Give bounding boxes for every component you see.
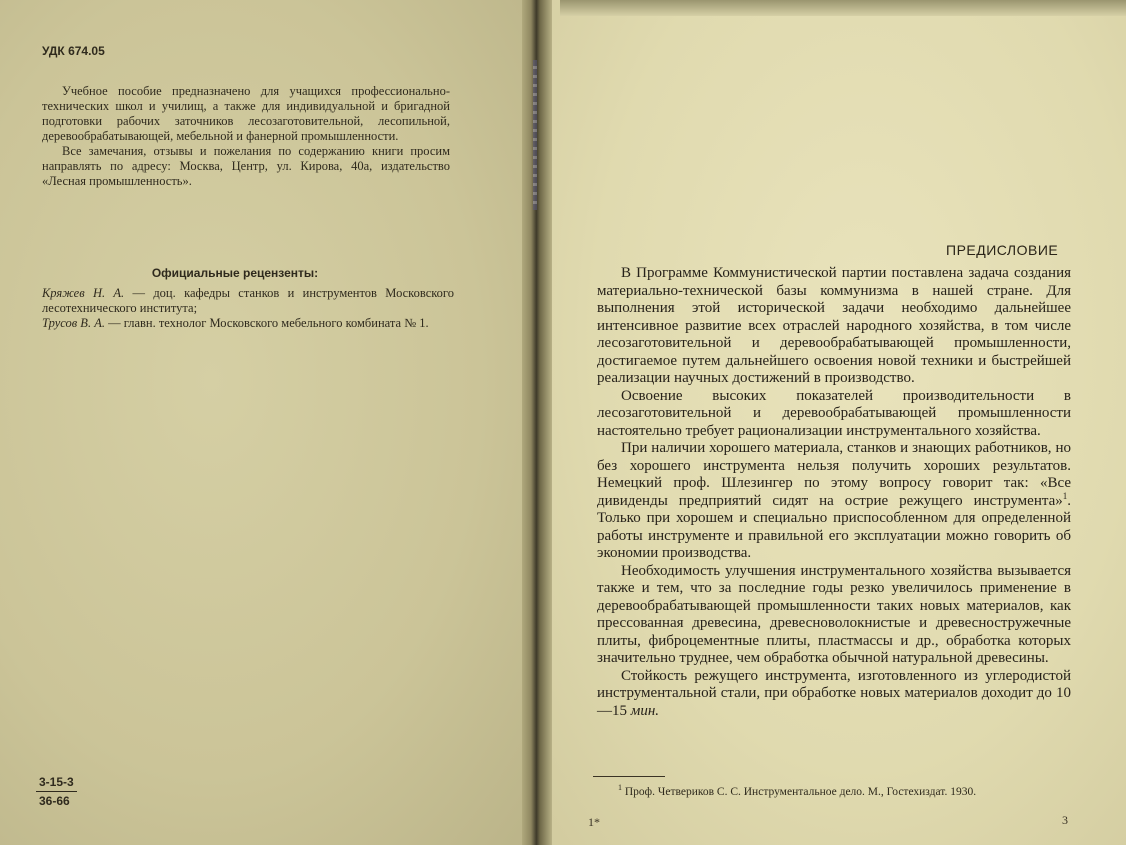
preface-paragraph: Освоение высоких показателей производительности в лесозаготовительной и деревообрабатывающей промышленности настоятельно требует рационализации инструментального хозяйства.	[597, 387, 1071, 439]
preface-text: Стойкость режущего инструмента, изготовленного из углеродистой инструментальной стали, при обработке новых материалов доходит до 10—15	[597, 667, 1071, 719]
preface-body	[597, 265, 1071, 720]
reviewer-role: — главн. технолог Московского мебельного комбината № 1.	[104, 316, 429, 330]
footnote-text: Проф. Четвериков С. С. Инструментальное дело. М., Гостехиздат. 1930.	[624, 786, 977, 798]
page-top-edge	[560, 0, 1126, 16]
reviewer-role: — доц. кафедры станков и инструментов Московского лесотехнического института;	[42, 286, 454, 315]
annotation	[42, 84, 450, 189]
preface-title: ПРЕДИСЛОВИЕ	[946, 242, 1059, 258]
page-number: 3	[1062, 813, 1068, 827]
preface-text: Только при хорошем и специально приспособленном для определенной работы инструменте и правильной его эксплуатации можно говорить об экономии производства.	[597, 510, 1071, 561]
reviewer-name: Трусов В. А.	[42, 316, 105, 330]
preface-paragraph	[597, 668, 1071, 721]
reviewer-name: Кряжев Н. А.	[42, 286, 125, 300]
footnote-reference: 1	[1062, 490, 1068, 501]
reviewers-title: Официальные рецензенты:	[151, 266, 319, 280]
footnote-rule	[593, 776, 665, 777]
preface-text: При наличии хорошего материала, станков и знающих работников, но без хорошего инструмента нельзя получить хороших результатов. Немецкий проф. Шлезингер по этому вопросу говорит так: «Все дивиденды предприятий сидят на острие режущего инструмента»	[597, 440, 1071, 509]
reviewers-list	[42, 286, 454, 331]
footnote-mark: 1	[618, 783, 622, 793]
publication-code-bottom: 36-66	[39, 794, 70, 808]
annotation-paragraph: Учебное пособие предназначено для учащихся профессионально-технических школ и училищ, а также для индивидуальной и бригадной подготовки рабочих заточников лесозаготовительной, лесопильной, деревообрабатывающей, мебельной и фанерной промышленности.	[42, 84, 450, 143]
publication-code	[36, 773, 77, 810]
preface-paragraph: В Программе Коммунистической партии поставлена задача создания материально-технической базы коммунизма в нашей стране. Для выполнения этой исторической задачи необходимо дальнейшее интенсивное развитие всех отраслей народного хозяйства, в том числе лесозаготовительной и деревообрабатывающей промышленности, достигаемое путем дальнейшего освоения новой техники и быстрейшей реализации научных достижений в производство.	[597, 265, 1071, 386]
unit-minutes: мин.	[630, 702, 660, 719]
binding-stitch	[533, 60, 537, 210]
preface-paragraph: При наличии хорошего материала, станков и знающих работников, но без хорошего инструмента нельзя получить хороших результатов. Немецкий проф. Шлезингер по этому вопросу говорит так: «Все дивиденды предприятий сидят на острие режущего инструмента»$^1$. Только при хорошем и специально приспособленном для определенной работы инструменте и правильной его эксплуатации можно говорить об экономии производства.	[597, 440, 1071, 561]
publication-code-top: 3-15-3	[36, 773, 77, 792]
reviewer-entry	[42, 286, 454, 316]
udk-code: УДК 674.05	[42, 44, 105, 58]
signature-mark: 1*	[588, 815, 600, 829]
footnote	[618, 783, 1078, 798]
book-gutter	[522, 0, 552, 845]
preface-paragraph: Необходимость улучшения инструментального хозяйства вызывается также и тем, что за последние годы резко увеличилось применение в деревообрабатывающей промышленности таких новых материалов, как прессованная древесина, древесноволокнистые и древесностружечные плиты, фиброцементные плиты, пластмассы и др., обработка которых значительно труднее, чем обработка обычной натуральной древесины.	[597, 562, 1071, 666]
annotation-paragraph: Все замечания, отзывы и пожелания по содержанию книги просим направлять по адресу: Москва, Центр, ул. Кирова, 40а, издательство «Лесная промышленность».	[42, 144, 450, 188]
reviewer-entry	[42, 316, 454, 331]
